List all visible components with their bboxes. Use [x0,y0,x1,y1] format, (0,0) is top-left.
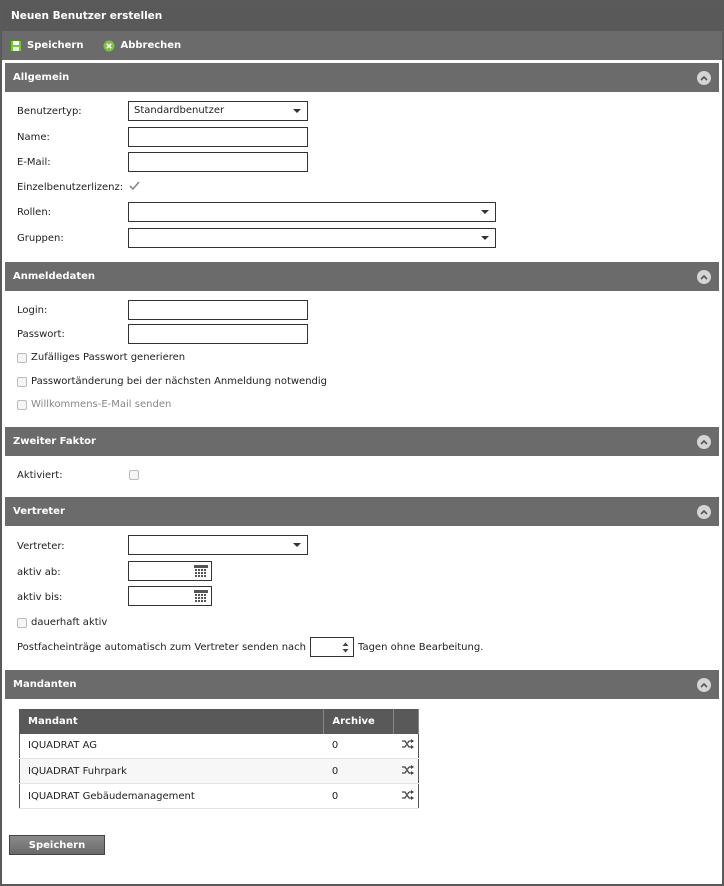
collapse-toggle[interactable] [697,505,711,519]
roles-select[interactable] [128,202,496,222]
section-header-general [5,63,719,92]
forward-text-before: Postfacheinträge automatisch zum Vertreter senden nach [17,641,306,653]
deputy-label: Vertreter: [17,541,65,552]
chevron-down-icon [481,210,489,214]
section-body-two-factor [5,456,719,497]
password-input[interactable] [128,324,308,344]
welcome-mail-checkbox[interactable] [17,400,27,410]
active-from-label: aktiv ab: [17,567,61,578]
single-license-label: Einzelbenutzerlizenz: [17,182,124,193]
groups-label: Gruppen: [17,233,64,244]
permanent-option[interactable] [17,617,107,628]
random-password-checkbox[interactable] [17,353,27,363]
chevron-up-icon [700,509,708,515]
two-factor-checkbox[interactable] [129,470,139,480]
footer-save-button[interactable]: Speichern [9,835,105,855]
change-password-checkbox[interactable] [17,377,27,387]
table-row[interactable] [20,734,419,759]
cancel-circle-icon [103,40,115,52]
chevron-down-icon [293,543,301,547]
name-label: Name: [17,132,50,143]
groups-select[interactable] [128,228,496,248]
random-password-option[interactable] [17,352,185,363]
change-password-label: Passwortänderung bei der nächsten Anmeldung notwendig [31,376,328,387]
email-label: E-Mail: [17,157,51,168]
forward-setting [17,637,483,657]
client-archives: 0 [324,734,394,759]
chevron-up-icon [700,682,708,688]
column-header-client[interactable]: Mandant [20,710,324,734]
welcome-mail-option[interactable] [17,399,171,410]
section-header-login [5,262,719,291]
floppy-icon [10,40,22,52]
collapse-toggle[interactable] [697,71,711,85]
section-title: Anmeldedaten [13,271,96,282]
section-header-clients [5,670,719,699]
calendar-icon[interactable] [194,590,208,602]
save-button-label: Speichern [27,40,84,51]
toolbar [2,31,722,63]
chevron-up-icon [700,274,708,280]
section-body-deputy [5,526,719,670]
user-type-label: Benutzertyp: [17,106,82,117]
name-input[interactable] [128,127,308,147]
chevron-up-icon [700,439,708,445]
client-archives: 0 [324,759,394,784]
shuffle-icon[interactable] [402,790,414,800]
user-type-value: Standardbenutzer [134,105,225,116]
two-factor-activated-label: Aktiviert: [17,470,63,481]
login-label: Login: [17,305,48,316]
section-title: Vertreter [13,506,65,517]
section-body-clients [5,699,719,819]
shuffle-icon[interactable] [402,739,414,749]
collapse-toggle[interactable] [697,435,711,449]
collapse-toggle[interactable] [697,678,711,692]
section-title: Mandanten [13,679,77,690]
client-name: IQUADRAT AG [20,734,324,759]
active-until-date-input[interactable] [128,586,212,606]
active-from-date-input[interactable] [128,561,212,581]
table-row[interactable] [20,784,419,809]
deputy-select[interactable] [128,535,308,555]
cancel-button[interactable] [103,40,181,52]
spinner-arrows-icon[interactable] [342,642,349,653]
column-header-actions [394,710,419,734]
column-header-archives[interactable]: Archive [324,710,394,734]
forward-days-spinner[interactable] [310,637,354,657]
active-until-label: aktiv bis: [17,592,63,603]
client-archives: 0 [324,784,394,809]
password-label: Passwort: [17,329,65,340]
chevron-down-icon [481,236,489,240]
login-input[interactable] [128,300,308,320]
calendar-icon[interactable] [194,565,208,577]
clients-table [19,709,419,809]
welcome-mail-label: Willkommens-E-Mail senden [31,399,172,410]
chevron-down-icon [293,109,301,113]
section-header-deputy [5,497,719,526]
permanent-label: dauerhaft aktiv [31,617,108,628]
table-row[interactable] [20,759,419,784]
section-title: Zweiter Faktor [13,436,96,447]
section-header-two-factor [5,427,719,456]
cancel-button-label: Abbrechen [120,40,182,51]
roles-label: Rollen: [17,207,52,218]
chevron-up-icon [700,75,708,81]
checkmark-icon[interactable] [129,181,140,191]
window-title: Neuen Benutzer erstellen [2,1,722,31]
section-body-general [5,92,719,262]
client-name: IQUADRAT Gebäudemanagement [20,784,324,809]
section-title: Allgemein [13,72,70,83]
permanent-checkbox[interactable] [17,618,27,628]
save-button[interactable] [10,40,83,52]
user-type-select[interactable] [128,101,308,121]
client-name: IQUADRAT Fuhrpark [20,759,324,784]
change-password-option[interactable] [17,376,327,387]
collapse-toggle[interactable] [697,270,711,284]
forward-text-after: Tagen ohne Bearbeitung. [358,641,484,653]
email-input[interactable] [128,152,308,172]
random-password-label: Zufälliges Passwort generieren [31,352,186,363]
section-body-login [5,291,719,427]
shuffle-icon[interactable] [402,765,414,775]
